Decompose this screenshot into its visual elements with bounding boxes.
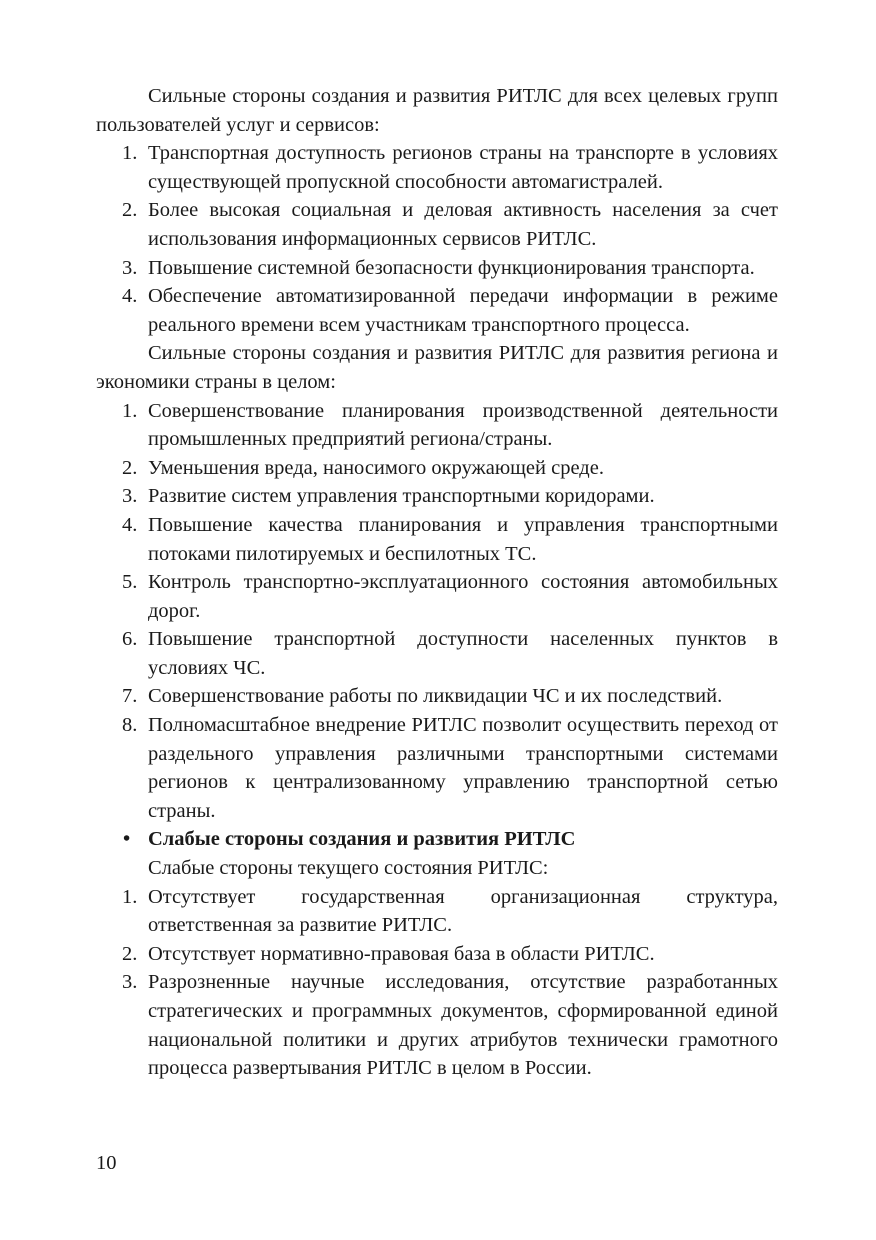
list-item-number: 4. bbox=[122, 513, 138, 536]
strengths-users-list bbox=[96, 139, 778, 339]
list-item-text: Разрозненные научные исследования, отсутствие разработанных стратегических и программных документов, сформированной единой национальной политики и других атрибутов технически грамотного процесса развертывания РИТЛС в целом в России. bbox=[148, 971, 778, 1080]
strengths-region-list bbox=[96, 397, 778, 826]
list-item bbox=[96, 711, 778, 825]
list-item bbox=[96, 511, 778, 568]
list-item bbox=[96, 940, 778, 969]
list-item-number: 7. bbox=[122, 685, 138, 708]
list-item-number: 5. bbox=[122, 571, 138, 594]
list-item-number: 1. bbox=[122, 885, 138, 908]
weaknesses-intro: Слабые стороны текущего состояния РИТЛС: bbox=[148, 857, 549, 880]
list-item-text: Повышение транспортной доступности населенных пунктов в условиях ЧС. bbox=[148, 628, 778, 679]
list-item-number: 3. bbox=[122, 485, 138, 508]
list-item-number: 6. bbox=[122, 628, 138, 651]
list-item-number: 2. bbox=[122, 199, 138, 222]
list-item bbox=[96, 196, 778, 253]
list-item-text: Контроль транспортно-эксплуатационного состояния автомобильных дорог. bbox=[148, 571, 778, 622]
weaknesses-heading-text: Слабые стороны создания и развития РИТЛС bbox=[148, 828, 576, 851]
bullet-icon: • bbox=[123, 828, 131, 851]
list-item-text: Совершенствование работы по ликвидации ЧС и их последствий. bbox=[148, 685, 723, 708]
list-item bbox=[96, 139, 778, 196]
list-item bbox=[96, 625, 778, 682]
list-item-text: Повышение качества планирования и управления транспортными потоками пилотируемых и беспилотных ТС. bbox=[148, 513, 778, 565]
list-item-number: 1. bbox=[122, 399, 138, 422]
list-item bbox=[96, 254, 778, 283]
strengths-region-intro: Сильные стороны создания и развития РИТЛС для развития региона и экономики страны в целом: bbox=[96, 342, 778, 393]
list-item-number: 3. bbox=[122, 256, 138, 279]
list-item-number: 8. bbox=[122, 714, 138, 737]
list-item-text: Более высокая социальная и деловая активность населения за счет использования информационных сервисов РИТЛС. bbox=[148, 199, 778, 250]
list-item bbox=[96, 282, 778, 339]
list-item-number: 2. bbox=[122, 456, 138, 479]
page-number: 10 bbox=[96, 1152, 117, 1174]
list-item-text: Повышение системной безопасности функционирования транспорта. bbox=[148, 256, 755, 279]
list-item-number: 1. bbox=[122, 142, 138, 165]
list-item-text: Отсутствует нормативно-правовая база в области РИТЛС. bbox=[148, 942, 655, 965]
list-item-number: 4. bbox=[122, 285, 138, 308]
list-item-number: 2. bbox=[122, 942, 138, 965]
list-item bbox=[96, 883, 778, 940]
list-item-text: Полномасштабное внедрение РИТЛС позволит осуществить переход от раздельного управления различными транспортными системами регионов к централизованному управлению транспортной сетью страны. bbox=[148, 714, 778, 822]
list-item-text: Отсутствует государственная организационная структура, ответственная за развитие РИТЛС. bbox=[148, 885, 778, 937]
list-item-text: Обеспечение автоматизированной передачи информации в режиме реального времени всем участникам транспортного процесса. bbox=[148, 285, 778, 336]
list-item bbox=[96, 682, 778, 711]
list-item bbox=[96, 454, 778, 483]
page-body bbox=[96, 82, 778, 1083]
list-item-text: Уменьшения вреда, наносимого окружающей среде. bbox=[148, 456, 604, 479]
list-item bbox=[96, 482, 778, 511]
list-item-text: Совершенствование планирования производственной деятельности промышленных предприятий региона/страны. bbox=[148, 399, 778, 451]
list-item-text: Транспортная доступность регионов страны на транспорте в условиях существующей пропускной способности автомагистралей. bbox=[148, 142, 778, 193]
list-item bbox=[96, 397, 778, 454]
weaknesses-list bbox=[96, 883, 778, 1083]
list-item bbox=[96, 568, 778, 625]
list-item-number: 3. bbox=[122, 971, 138, 994]
strengths-users-intro: Сильные стороны создания и развития РИТЛС для всех целевых групп пользователей услуг и сервисов: bbox=[96, 85, 778, 136]
weaknesses-heading bbox=[96, 825, 778, 854]
list-item-text: Развитие систем управления транспортными коридорами. bbox=[148, 485, 655, 508]
list-item bbox=[96, 968, 778, 1082]
